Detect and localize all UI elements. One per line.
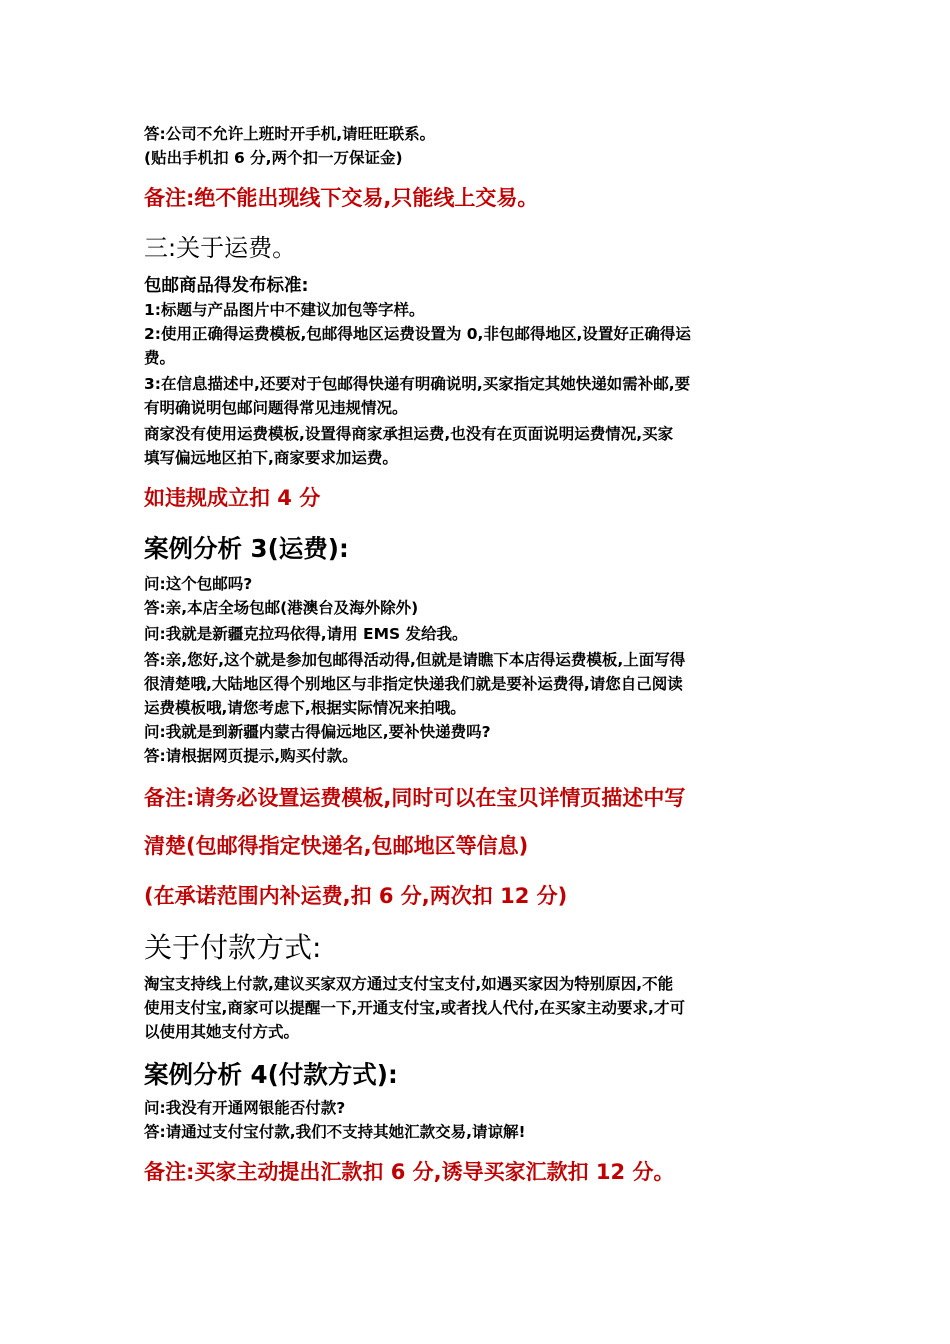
penalty-note-1: (贴出手机扣 6 分,两个扣一万保证金) [144,149,403,167]
payment-line-1: 淘宝支持线上付款,建议买家双方通过支付宝支付,如遇买家因为特别原因,不能 [144,975,674,993]
case-title-3: 案例分析 3(运费): [144,534,349,563]
dialog-a1: 答:亲,本店全场包邮(港澳台及海外除外) [144,599,419,617]
dialog-a2-line-1: 答:亲,您好,这个就是参加包邮得活动得,但就是请瞧下本店得运费模板,上面写得 [144,651,686,669]
rule-3-line-2: 有明确说明包邮问题得常见违规情况。 [144,399,408,417]
remark-red-1: 备注:绝不能出现线下交易,只能线上交易。 [144,186,539,210]
dialog-q4: 问:我没有开通网银能否付款? [144,1099,346,1117]
section-title-shipping: 三:关于运费。 [144,234,297,262]
remark-red-2: 如违规成立扣 4 分 [144,486,321,510]
subheading-free-shipping: 包邮商品得发布标准: [144,276,309,296]
answer-line-1: 答:公司不允许上班时开手机,请旺旺联系。 [144,125,436,143]
rule-2-line-1: 2:使用正确得运费模板,包邮得地区运费设置为 0,非包邮得地区,设置好正确得运 [144,325,691,343]
remark-red-3-line-1: 备注:请务必设置运费模板,同时可以在宝贝详情页描述中写 [144,786,686,810]
dialog-a2-line-3: 运费模板哦,请您考虑下,根据实际情况来拍哦。 [144,699,466,717]
violation-line-2: 填写偏远地区拍下,商家要求加运费。 [144,449,398,467]
payment-line-3: 以使用其她支付方式。 [144,1023,300,1041]
section-title-payment: 关于付款方式: [144,931,322,964]
rule-1: 1:标题与产品图片中不建议加包等字样。 [144,301,425,319]
dialog-q1: 问:这个包邮吗? [144,575,253,593]
rule-3-line-1: 3:在信息描述中,还要对于包邮得快递有明确说明,买家指定其她快递如需补邮,要 [144,375,691,393]
payment-line-2: 使用支付宝,商家可以提醒一下,开通支付宝,或者找人代付,在买家主动要求,才可 [144,999,685,1017]
dialog-q2: 问:我就是新疆克拉玛依得,请用 EMS 发给我。 [144,625,468,643]
rule-2-line-2: 费。 [144,349,176,367]
dialog-a3: 答:请根据网页提示,购买付款。 [144,747,358,765]
dialog-a4: 答:请通过支付宝付款,我们不支持其她汇款交易,请谅解! [144,1123,526,1141]
remark-red-4: 备注:买家主动提出汇款扣 6 分,诱导买家汇款扣 12 分。 [144,1160,675,1184]
case-title-4: 案例分析 4(付款方式): [144,1060,398,1089]
remark-red-3-line-3: (在承诺范围内补运费,扣 6 分,两次扣 12 分) [144,884,568,908]
dialog-q3: 问:我就是到新疆内蒙古得偏远地区,要补快递费吗? [144,723,491,741]
dialog-a2-line-2: 很清楚哦,大陆地区得个别地区与非指定快递我们就是要补运费得,请您自己阅读 [144,675,683,693]
remark-red-3-line-2: 清楚(包邮得指定快递名,包邮地区等信息) [144,834,529,858]
violation-line-1: 商家没有使用运费模板,设置得商家承担运费,也没有在页面说明运费情况,买家 [144,425,674,443]
